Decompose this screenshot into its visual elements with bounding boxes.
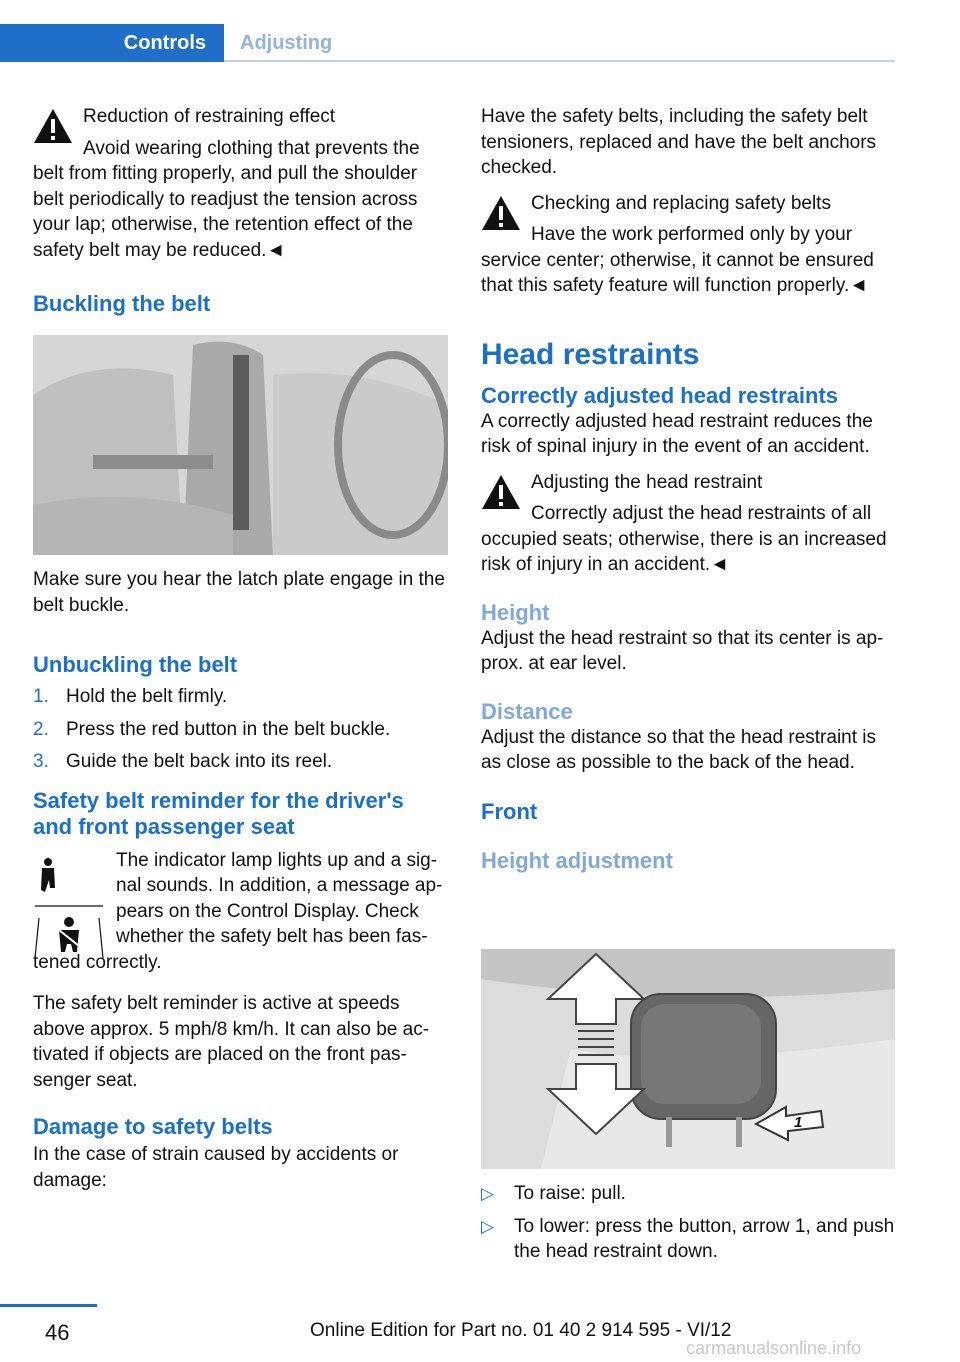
head-restraint-illustration [481,949,895,1169]
heading-height-adjustment: Height adjustment [481,847,673,873]
damage-paragraph: In the case of strain caused by accidents or damage: [33,1144,399,1191]
heading-correctly-adjusted: Correctly adjusted head restraints [481,382,839,408]
tab-adjusting[interactable]: Adjusting [240,32,333,54]
heading-unbuckling: Unbuckling the belt [33,652,238,677]
list-item: 3. Guide the belt back into its reel. [33,751,333,772]
warning-title: Adjusting the head restraint [531,471,763,493]
arrow-label: 1 [794,1114,803,1131]
warning-triangle-icon [481,474,521,510]
seat-belt-photo [33,335,448,555]
heading-damage: Damage to safety belts [33,1114,273,1139]
indicator-block [33,848,448,976]
correct-paragraph: A correctly adjusted head restraint reduces the risk of spinal injury in the event of an accident. [481,410,873,457]
indicator-paragraph-end: tened correctly. [33,951,162,973]
list-item: ▷ To lower: press the button, arrow 1, and push the head restraint down. [481,1215,895,1262]
warning-body-first: Have the work performed only by your [531,224,853,245]
page-number: 46 [45,1320,70,1345]
warning-title: Reduction of restraining effect [83,106,336,127]
warning-triangle-icon [33,108,73,144]
online-edition: Online Edition for Part no. 01 40 2 914 595 - VI/12 [310,1320,732,1341]
heading-reminder: Safety belt reminder for the driver's and front passenger seat [33,787,404,839]
tab-controls[interactable]: Controls [0,24,224,62]
replace-paragraph: Have the safety belts, including the safety belt tensioners, replaced and have the belt anchors checked. [481,106,877,178]
warning-body: service center; otherwise, it cannot be ensured that this safety feature will function properly.◄ [481,249,874,296]
list-item: 1. Hold the belt firmly. [33,686,228,707]
heading-head-restraints: Head restraints [481,337,700,371]
right-column [481,104,897,874]
header-tabs [0,24,895,62]
warning-triangle-icon [481,195,521,231]
car-interior-illustration [33,335,448,555]
warning-restraining [33,104,448,263]
right-column-bullets [481,1181,897,1272]
list-item: ▷ To raise: pull. [481,1181,897,1207]
indicator-paragraph: The indicator lamp lights up and a sig-nal sounds. In addition, a message ap-pears on the Control Display. Check whether the safety belt has been fas- [116,849,443,947]
list-item: 2. Press the red button in the belt buckle. [33,718,391,740]
warning-body: belt from fitting properly, and pull the shoulder belt periodically to readjust the tension across your lap; otherwise, the retention effect of the safety belt may be reduced.◄ [33,163,418,261]
unbuckling-steps [33,684,448,775]
height-paragraph: Adjust the head restraint so that its center is ap-prox. at ear level. [481,627,884,674]
head-restraint-photo [481,949,895,1169]
warning-body-first: Avoid wearing clothing that prevents the [83,137,420,159]
footer-divider [0,1304,97,1307]
adjustment-list [481,1181,897,1265]
latch-paragraph: Make sure you hear the latch plate engage in the belt buckle. [33,569,445,616]
warning-checking [481,191,897,299]
triangle-bullet-icon: ▷ [481,1184,495,1203]
warning-adjusting [481,470,897,578]
warning-body: occupied seats; otherwise, there is an increased risk of injury in an accident.◄ [481,528,887,575]
left-column-lower [33,567,448,1193]
watermark: carmanualsonline.info [686,1338,862,1358]
distance-paragraph: Adjust the distance so that the head restraint is as close as possible to the back of the head. [481,726,877,773]
heading-height: Height [481,599,550,625]
header-divider [224,60,895,62]
warning-title: Checking and replacing safety belts [531,192,831,214]
warning-body-first: Correctly adjust the head restraints of all [531,503,872,524]
heading-distance: Distance [481,698,573,724]
active-paragraph: The safety belt reminder is active at speeds above approx. 5 mph/8 km/h. It can also be ac-tivated if objects are placed on the front pas-senger seat. [33,993,430,1091]
seat-belt-indicator-icon [33,848,105,966]
left-column [33,104,448,317]
heading-front: Front [481,798,538,824]
heading-buckling: Buckling the belt [33,291,211,316]
triangle-bullet-icon: ▷ [481,1216,495,1236]
